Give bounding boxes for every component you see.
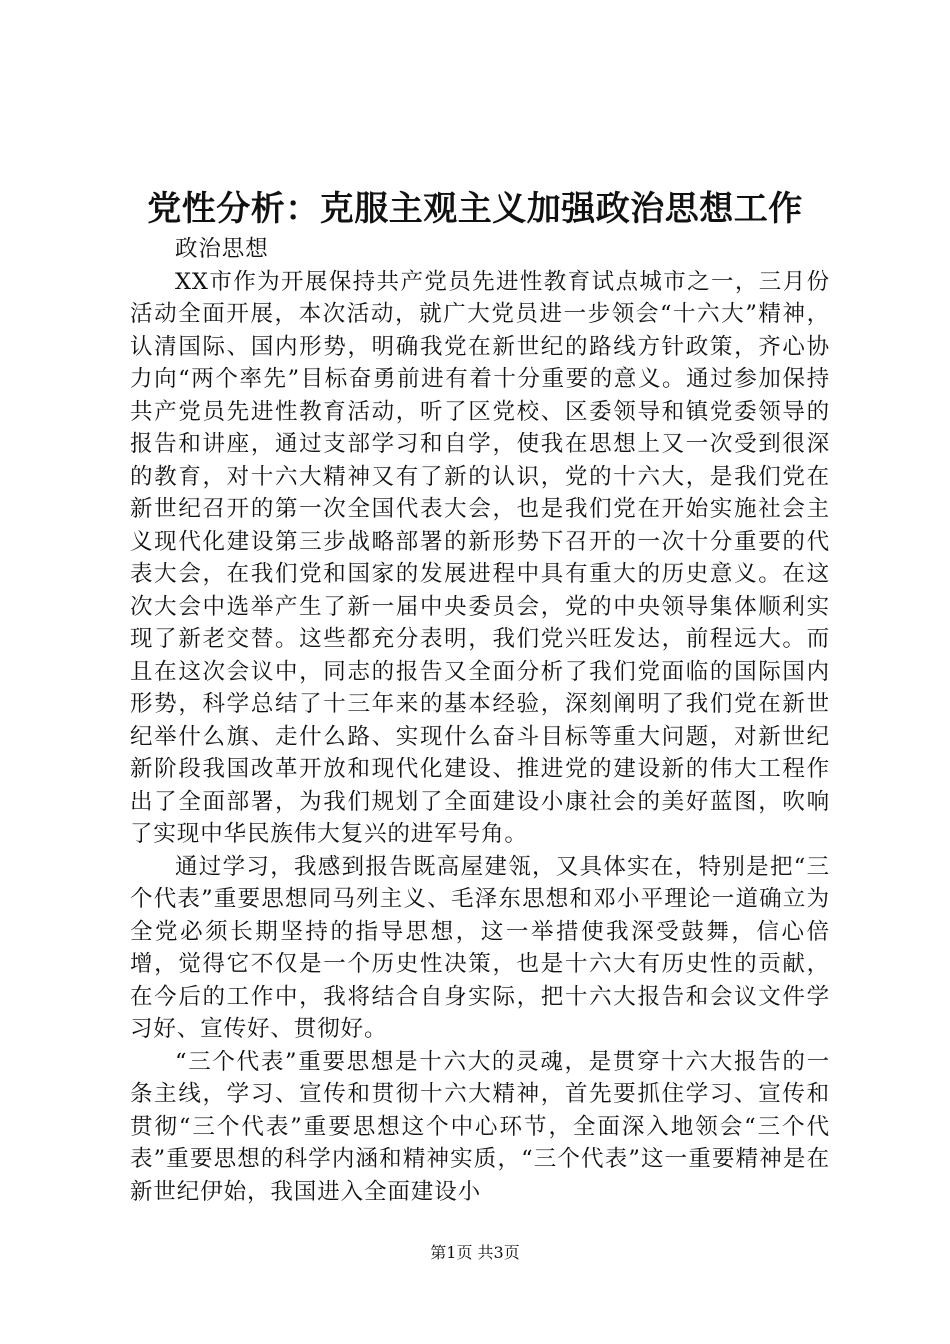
body-paragraph-2: 通过学习，我感到报告既高屋建瓴，又具体实在，特别是把“三个代表”重要思想同马列主义、毛泽东思想和邓小平理论一道确立为全党必须长期坚持的指导思想，这一举措使我深受鼓舞，信心倍增，觉得它不仅是一个历史性决策，也是十六大有历史性的贡献，在今后的工作中，我将结合自身实际，把十六大报告和会议文件学习好、宣传好、贯彻好。 bbox=[130, 853, 830, 1042]
category-label: 政治思想 bbox=[175, 236, 269, 262]
document-body bbox=[130, 233, 830, 1208]
page-number-footer: 第1页 共3页 bbox=[430, 1243, 520, 1262]
body-paragraph-3: “三个代表”重要思想是十六大的灵魂，是贯穿十六大报告的一条主线，学习、宣传和贯彻十六大精神，首先要抓住学习、宣传和贯彻“三个代表”重要思想这个中心环节，全面深入地领会“三个代表”重要思想的科学内涵和精神实质，“三个代表”这一重要精神是在新世纪伊始，我国进入全面建设小 bbox=[130, 1048, 830, 1205]
document-title: 党性分析：克服主观主义加强政治思想工作 bbox=[147, 189, 803, 229]
body-paragraph-1: XX市作为开展保持共产党员先进性教育试点城市之一，三月份活动全面开展，本次活动，就广大党员进一步领会“十六大”精神，认清国际、国内形势，明确我党在新世纪的路线方针政策，齐心协力向“两个率先”目标奋勇前进有着十分重要的意义。通过参加保持共产党员先进性教育活动，听了区党校、区委领导和镇党委领导的报告和讲座，通过支部学习和自学，使我在思想上又一次受到很深的教育，对十六大精神又有了新的认识，党的十六大，是我们党在新世纪召开的第一次全国代表大会，也是我们党在开始实施社会主义现代化建设第三步战略部署的新形势下召开的一次十分重要的代表大会，在我们党和国家的发展进程中具有重大的历史意义。在这次大会中选举产生了新一届中央委员会，党的中央领导集体顺利实现了新老交替。这些都充分表明，我们党兴旺发达，前程远大。而且在这次会议中，同志的报告又全面分析了我们党面临的国际国内形势，科学总结了十三年来的基本经验，深刻阐明了我们党在新世纪举什么旗、走什么路、实现什么奋斗目标等重大问题，对新世纪新阶段我国改革开放和现代化建设、推进党的建设新的伟大工程作出了全面部署，为我们规划了全面建设小康社会的美好蓝图，吹响了实现中华民族伟大复兴的进军号角。 bbox=[130, 268, 830, 847]
